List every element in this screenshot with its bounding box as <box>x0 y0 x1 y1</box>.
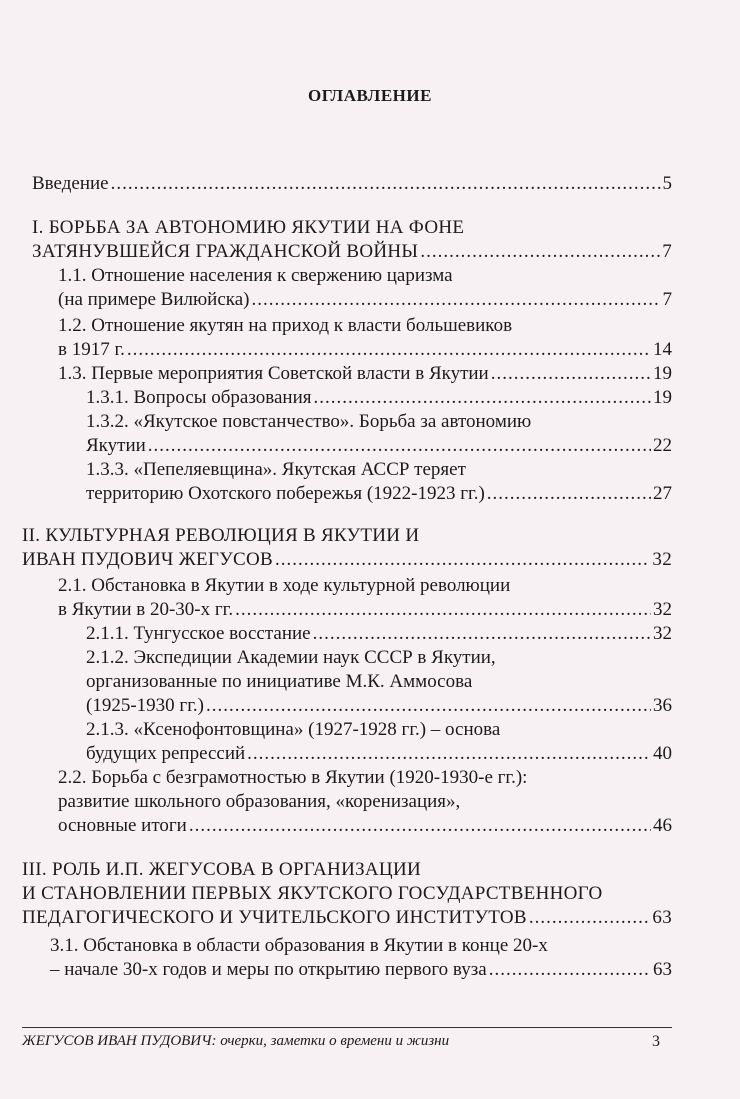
toc-entry-title-line: 2.1. Обстановка в Якутии в ходе культурной революции <box>58 575 511 596</box>
toc-entry-section-3[interactable] <box>22 858 672 930</box>
toc-page-number: 32 <box>653 623 672 644</box>
toc-entry-1-2[interactable] <box>58 314 672 362</box>
toc-entry-title-line: 2.2. Борьба с безграмотностью в Якутии (1920-1930-е гг.): <box>58 767 528 788</box>
toc-entry-title-line: развитие школьного образования, «коренизация», <box>58 791 461 812</box>
toc-page-number: 32 <box>653 599 672 620</box>
toc-entry-section-1[interactable] <box>32 216 672 264</box>
leader-dots <box>111 172 661 196</box>
toc-entry-title: Введение <box>32 173 109 194</box>
toc-entry-title: 1.3. Первые мероприятия Советской власти в Якутии <box>58 363 489 384</box>
toc-entry-title-line: II. КУЛЬТУРНАЯ РЕВОЛЮЦИЯ В ЯКУТИИ И <box>22 525 420 546</box>
leader-dots <box>420 240 660 264</box>
toc-entry-title: ЗАТЯНУВШЕЙСЯ ГРАЖДАНСКОЙ ВОЙНЫ <box>32 241 419 262</box>
toc-entry-title: 2.1.1. Тунгусское восстание <box>86 623 311 644</box>
toc-entry-2-1-3[interactable] <box>86 718 672 766</box>
toc-entry-title: ИВАН ПУДОВИЧ ЖЕГУСОВ <box>22 549 273 570</box>
footer-divider <box>22 1027 672 1028</box>
toc-entry-title: ПЕДАГОГИЧЕСКОГО И УЧИТЕЛЬСКОГО ИНСТИТУТОВ <box>22 907 527 928</box>
toc-page-number: 22 <box>653 435 672 456</box>
toc-entry-1-3-3[interactable] <box>86 458 672 506</box>
toc-page-number: 27 <box>653 483 672 504</box>
leader-dots <box>189 814 651 838</box>
leader-dots <box>313 622 651 646</box>
toc-entry-title-line: организованные по инициативе М.К. Аммосова <box>86 671 473 692</box>
footer-page-number: 3 <box>652 1033 660 1050</box>
toc-entry-section-2[interactable] <box>22 524 672 572</box>
toc-entry-title: (на примере Вилюйска) <box>58 289 250 310</box>
leader-dots <box>314 386 652 410</box>
toc-entry-2-2[interactable] <box>58 766 672 838</box>
toc-entry-title: – начале 30-х годов и меры по открытию первого вуза <box>50 959 487 980</box>
toc-page-number: 7 <box>662 289 672 310</box>
toc-entry-2-1-1[interactable] <box>86 622 672 646</box>
toc-page-number: 36 <box>653 695 672 716</box>
toc-page-number: 14 <box>653 339 672 360</box>
toc-entry-title: в 1917 г. <box>58 339 125 360</box>
leader-dots <box>275 548 650 572</box>
toc-entry-title: будущих репрессий <box>86 743 246 764</box>
leader-dots <box>491 362 651 386</box>
toc-entry-title-line: III. РОЛЬ И.П. ЖЕГУСОВА В ОРГАНИЗАЦИИ <box>22 859 421 880</box>
toc-page-number: 46 <box>653 815 672 836</box>
toc-entry-title-line: 1.2. Отношение якутян на приход к власти большевиков <box>58 315 513 336</box>
toc-entry-title-line: 3.1. Обстановка в области образования в Якутии в конце 20-х <box>50 935 548 956</box>
leader-dots <box>247 742 651 766</box>
toc-entry-title-line: I. БОРЬБА ЗА АВТОНОМИЮ ЯКУТИИ НА ФОНЕ <box>32 217 465 238</box>
toc-entry-title: основные итоги <box>58 815 187 836</box>
leader-dots <box>206 694 651 718</box>
toc-entry-2-1[interactable] <box>58 574 672 622</box>
toc-entry-title: территорию Охотского побережья (1922-1923 гг.) <box>86 483 485 504</box>
toc-page-number: 5 <box>662 173 672 194</box>
leader-dots <box>529 906 651 930</box>
page-title: ОГЛАВЛЕНИЕ <box>308 86 432 105</box>
toc-entry-title-line: 1.3.3. «Пепеляевщина». Якутская АССР теряет <box>86 459 466 480</box>
toc-entry-1-3-1[interactable] <box>86 386 672 410</box>
leader-dots <box>251 288 660 312</box>
toc-entry-title-line: 2.1.3. «Ксенофонтовщина» (1927-1928 гг.) – основа <box>86 719 501 740</box>
leader-dots <box>489 958 651 982</box>
toc-entry-intro[interactable] <box>32 172 672 196</box>
toc-page-number: 63 <box>652 907 672 928</box>
toc-entry-title-line: И СТАНОВЛЕНИИ ПЕРВЫХ ЯКУТСКОГО ГОСУДАРСТВЕННОГО <box>22 883 603 904</box>
toc-entry-title-line: 2.1.2. Экспедиции Академии наук СССР в Якутии, <box>86 647 496 668</box>
toc-page-number: 40 <box>653 743 672 764</box>
toc-entry-1-1[interactable] <box>58 264 672 312</box>
leader-dots <box>235 598 651 622</box>
toc-entry-title: (1925-1930 гг.) <box>86 695 204 716</box>
toc-entry-2-1-2[interactable] <box>86 646 672 718</box>
toc-page-number: 19 <box>653 387 672 408</box>
toc-page-number: 7 <box>662 241 672 262</box>
toc-entry-title-line: 1.1. Отношение населения к свержению царизма <box>58 265 453 286</box>
toc-entry-1-3-2[interactable] <box>86 410 672 458</box>
leader-dots <box>127 338 651 362</box>
toc-page-number: 32 <box>652 549 672 570</box>
toc-entry-1-3[interactable] <box>58 362 672 386</box>
leader-dots <box>148 434 651 458</box>
running-footer-title: ЖЕГУСОВ ИВАН ПУДОВИЧ: очерки, заметки о времени и жизни <box>22 1033 450 1049</box>
toc-page-number: 19 <box>653 363 672 384</box>
toc-entry-title: Якутии <box>86 435 146 456</box>
toc-entry-3-1[interactable] <box>50 934 672 982</box>
toc-page-number: 63 <box>653 959 672 980</box>
toc-entry-title: в Якутии в 20-30-х гг. <box>58 599 234 620</box>
toc-entry-title-line: 1.3.2. «Якутское повстанчество». Борьба за автономию <box>86 411 532 432</box>
leader-dots <box>487 482 651 506</box>
toc-entry-title: 1.3.1. Вопросы образования <box>86 387 312 408</box>
